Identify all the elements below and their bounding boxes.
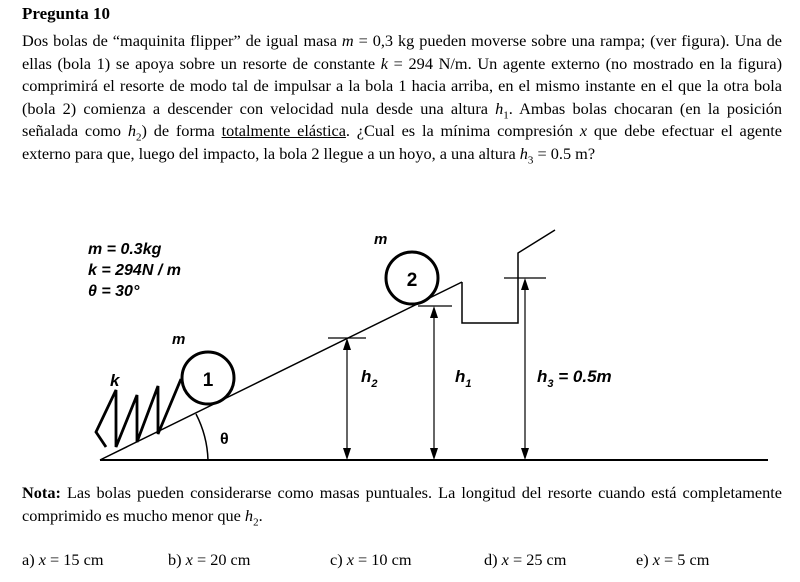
answer-variable: x — [185, 550, 193, 569]
answer-option-a[interactable] — [22, 550, 104, 570]
height-symbol: h — [244, 505, 254, 525]
param-spring-constant: k = 294N / m — [88, 262, 181, 279]
answer-value: = 20 cm — [192, 550, 251, 569]
h2-label: $h_2$ — [361, 367, 378, 390]
problem-text: Dos bolas de “maquinita flipper” de igual masa — [22, 31, 342, 50]
answer-value: = 25 cm — [508, 550, 567, 569]
height-subscript: 1 — [503, 109, 509, 122]
answer-variable: x — [652, 550, 660, 569]
note — [22, 482, 782, 527]
answer-variable: x — [346, 550, 354, 569]
note-label: Nota: — [22, 483, 61, 502]
compression-symbol: x — [579, 121, 588, 141]
answer-value: = 5 cm — [659, 550, 710, 569]
answer-value: = 10 cm — [353, 550, 412, 569]
h3-arrow-down — [521, 448, 529, 460]
h2-arrow-down — [343, 448, 351, 460]
problem-text: = 294 N/m. Un agente externo (no mostrado en la figura) comprimirá el resorte de modo tal de impulsar a la bola 1 hacia arriba, en el mismo instante en el que la otra bola (bola 2) comienza a descender con velocidad nula desde una altura — [22, 53, 782, 118]
h1-arrow-down — [430, 448, 438, 460]
ball-2-mass-label: m — [374, 231, 388, 248]
problem-text: = 0,3 kg pueden moverse sobre una rampa; (ver figura). Una de ellas (bola 1) se apoya sobre un resorte de constante — [22, 31, 782, 73]
height-symbol: h — [495, 98, 504, 118]
height-subscript: 2 — [253, 515, 259, 528]
height-subscript: 2 — [135, 131, 142, 144]
answer-value: = 15 cm — [45, 550, 104, 569]
problem-text: . Ambas bolas chocaran (en la posición señalada como — [22, 98, 782, 141]
ramp-diagram — [0, 220, 800, 480]
problem-text: = 0.5 m? — [533, 143, 596, 163]
height-subscript: 3 — [527, 154, 534, 167]
mass-symbol: m — [341, 31, 354, 50]
height-symbol: h — [127, 121, 136, 141]
question-title: Pregunta 10 — [22, 4, 110, 23]
answer-letter: c) — [330, 550, 343, 569]
answer-variable: x — [501, 550, 509, 569]
param-angle: θ = 30° — [88, 283, 140, 300]
answer-option-c[interactable] — [330, 550, 412, 570]
ball-1-number: 1 — [202, 370, 214, 391]
answer-letter: a) — [22, 550, 35, 569]
spring-label: k — [110, 371, 120, 390]
h1-label: $h_1$ — [455, 367, 472, 390]
h3-label: $h_3 = 0.5m$ — [537, 367, 612, 390]
note-text: Las bolas pueden considerarse como masas puntuales. La longitud del resorte cuando está completamente comprimido es mucho menor que — [22, 483, 782, 525]
answer-letter: e) — [636, 550, 649, 569]
angle-label: θ — [220, 431, 229, 448]
problem-statement — [22, 30, 782, 166]
angle-arc — [196, 414, 208, 460]
problem-text: ) de forma — [141, 121, 222, 141]
answer-variable: x — [38, 550, 46, 569]
answer-option-b[interactable] — [168, 550, 250, 570]
h3-arrow-up — [521, 278, 529, 290]
answer-letter: b) — [168, 550, 182, 569]
param-mass: m = 0.3kg — [88, 241, 162, 258]
height-symbol: h — [519, 143, 528, 163]
elastic-emphasis: totalmente elástica — [221, 121, 346, 141]
problem-text: que debe efectuar el agente externo para que, luego del impacto, la bola 2 llegue a un hoyo, a una altura — [22, 121, 783, 163]
ball-2-number: 2 — [406, 270, 418, 291]
answer-letter: d) — [484, 550, 498, 569]
h1-arrow-up — [430, 306, 438, 318]
ball-1-mass-label: m — [172, 331, 186, 348]
answer-option-e[interactable] — [636, 550, 709, 570]
problem-text: . ¿Cual es la mínima compresión — [345, 121, 580, 141]
ramp-line — [100, 282, 462, 460]
answer-option-d[interactable] — [484, 550, 566, 570]
note-text: . — [258, 505, 263, 525]
spring — [96, 379, 181, 447]
spring-constant-symbol: k — [380, 53, 388, 73]
hole-outline — [462, 230, 555, 323]
